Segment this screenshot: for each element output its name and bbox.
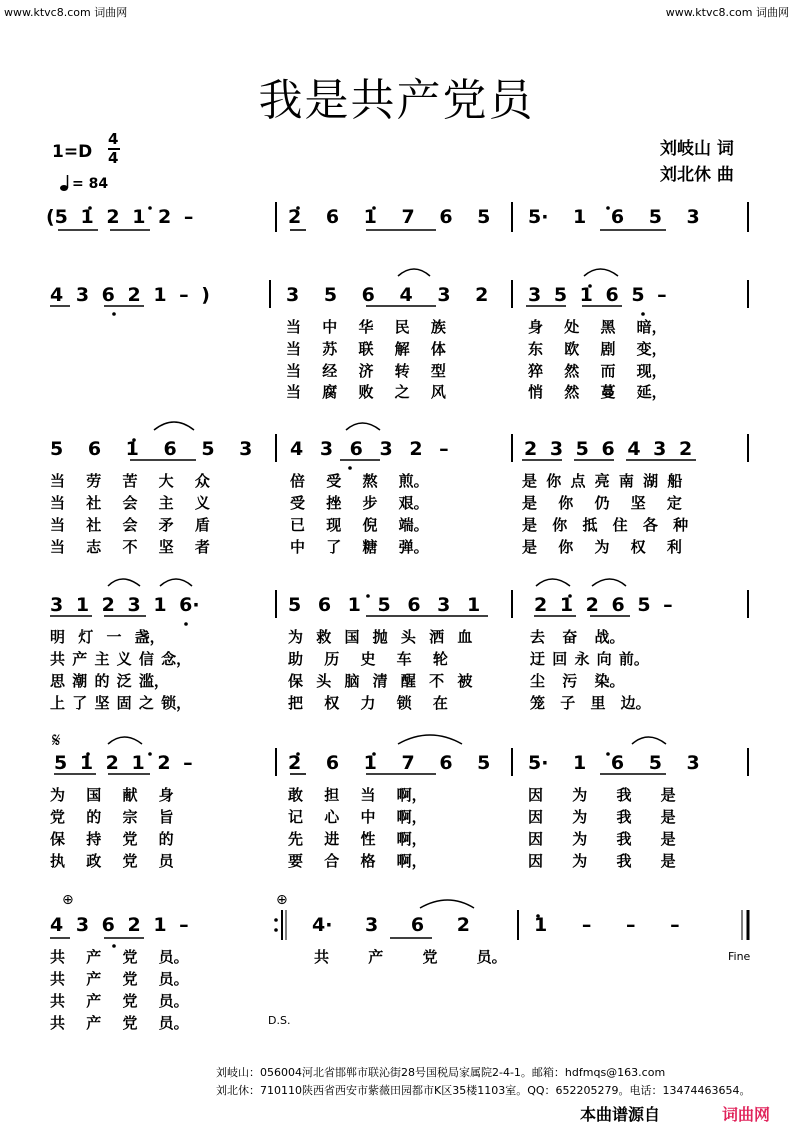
lyricist: 刘岐山 词	[660, 139, 734, 159]
notes-row4-bar1: 3 1 2 3 1 6·	[50, 594, 200, 616]
lyric-r5-v3-b: 先 进 性 啊，	[288, 830, 427, 848]
lyric-r4-v4-a: 上 了 坚 固 之 锁，	[50, 694, 192, 712]
notes-row6-bar3: 1 – – –	[534, 914, 680, 936]
lyric-r3-v3-a: 当 社 会 矛 盾	[50, 516, 210, 534]
lyric-r5-v2-c: 因 为 我 是	[528, 808, 676, 826]
ds-mark: D.S.	[268, 1014, 291, 1027]
notes-row3-bar3: 2 3 5 6 4 3 2	[524, 438, 693, 460]
lyric-r6-v3-a: 共 产 党 员。	[50, 992, 189, 1010]
notes-row2-bar2: 3 5 6 4 3 2	[286, 284, 489, 306]
lyric-r5-v1-c: 因 为 我 是	[528, 786, 676, 804]
lyric-r4-v1-b: 为 救 国 抛 头 洒 血	[288, 628, 473, 646]
footer-contact-lyricist: 刘岐山：056004河北省邯郸市联沁街28号国税局家属院2-4-1。邮箱：hdfmqs@163.com	[216, 1066, 666, 1079]
lyric-r6-v1-a: 共 产 党 员。	[50, 948, 189, 966]
notes-row3-bar1: 5 6 1 6 5 3	[50, 438, 253, 460]
composer: 刘北休 曲	[660, 165, 734, 185]
lyric-r4-v3-b: 保 头 脑 清 醒 不 被	[288, 672, 473, 690]
lyric-r2-v3-a: 当 经 济 转 型	[286, 362, 446, 380]
lyric-r4-v3-a: 思 潮 的 泛 滥，	[50, 672, 169, 690]
lyric-r3-v3-c: 是 你 抵 住 各 种	[522, 516, 689, 534]
lyric-r4-v2-a: 共 产 主 义 信 念，	[50, 650, 192, 668]
lyric-r2-v2-b: 东 欧 剧 变，	[528, 340, 667, 358]
lyric-r4-v4-c: 笼 子 里 边。	[530, 694, 651, 712]
song-title: 我是共产党员	[258, 75, 535, 126]
notes-row6-bar2: 4· 3 6 2	[312, 914, 470, 936]
notes-row5-bar3: 5· 1 6 5 3	[528, 752, 700, 774]
lyric-r6-v1-b: 共 产 党 员。	[314, 948, 507, 966]
lyric-r2-v2-a: 当 苏 联 解 体	[286, 340, 446, 358]
notes-row1-bar3: 5· 1 6 5 3	[528, 206, 700, 228]
lyric-r5-v1-b: 敢 担 当 啊，	[288, 786, 427, 804]
lyric-r4-v4-b: 把 权 力 锁 在	[288, 694, 448, 712]
lyric-r5-v4-a: 执 政 党 员	[50, 852, 174, 870]
lyric-r4-v3-c: 尘 污 染。	[530, 672, 625, 690]
lyric-r3-v2-c: 是 你 仍 坚 定	[522, 494, 682, 512]
time-sig-bottom: 4	[108, 149, 119, 167]
lyric-r2-v3-b: 猝 然 而 现，	[528, 362, 667, 380]
notes-row2-bar1: 4 3 6 2 1 – )	[50, 284, 210, 306]
lyric-r3-v4-b: 中 了 糖 弹。	[290, 538, 429, 556]
notes-row4-bar2: 5 6 1 5 6 3 1	[288, 594, 481, 616]
lyric-r3-v1-c: 是 你 点 亮 南 湖 船	[522, 472, 683, 490]
header-url-right[interactable]: www.ktvc8.com 词曲网	[665, 6, 789, 19]
lyric-r2-v1-b: 身 处 黑 暗，	[528, 318, 667, 336]
lyric-r5-v1-a: 为 国 献 身	[50, 786, 174, 804]
notes-row5-bar2: 2 6 1 7 6 5	[288, 752, 491, 774]
lyric-r3-v3-b: 已 现 倪 端。	[290, 516, 429, 534]
notes-row6-bar1: 4 3 6 2 1 –	[50, 914, 189, 936]
lyric-r4-v2-c: 迂 回 永 向 前。	[530, 650, 649, 668]
lyric-r3-v2-a: 当 社 会 主 义	[50, 494, 210, 512]
lyric-r6-v4-a: 共 产 党 员。	[50, 1014, 189, 1032]
lyric-r2-v1-a: 当 中 华 民 族	[286, 318, 446, 336]
lyric-r6-v2-a: 共 产 党 员。	[50, 970, 189, 988]
lyric-r4-v2-b: 助 历 史 车 轮	[288, 650, 448, 668]
footer-source: 本曲谱源自	[580, 1105, 661, 1124]
lyric-r3-v4-a: 当 志 不 坚 者	[50, 538, 210, 556]
notes-row1-bar1: (5 1 2 1 2 –	[46, 206, 194, 228]
tempo: = 84	[72, 176, 109, 192]
notes-row2-bar3: 3 5 1 6 5 –	[528, 284, 667, 306]
notes-row3-bar2: 4 3 6 3 2 –	[290, 438, 449, 460]
key-signature: 1=D	[52, 142, 93, 162]
fine-mark: Fine	[728, 950, 751, 963]
lyric-r5-v4-b: 要 合 格 啊，	[288, 852, 427, 870]
footer-contact-composer: 刘北休：710110陕西省西安市紫薇田园都市K区35楼1103室。QQ：652205279。电话：13474463654。	[216, 1084, 751, 1097]
lyric-r5-v2-b: 记 心 中 啊，	[288, 808, 427, 826]
lyric-r3-v4-c: 是 你 为 权 利	[522, 538, 682, 556]
notes-row5-bar1: 5 1 2 1 2 –	[54, 752, 193, 774]
coda-icon: ⊕	[62, 892, 74, 908]
coda-icon: ⊕	[276, 892, 288, 908]
lyric-r3-v1-a: 当 劳 苦 大 众	[50, 472, 210, 490]
lyric-r5-v3-a: 保 持 党 的	[50, 830, 174, 848]
lyric-r5-v4-c: 因 为 我 是	[528, 852, 676, 870]
notes-row1-bar2: 2 6 1 7 6 5	[288, 206, 491, 228]
header-url-left[interactable]: www.ktvc8.com 词曲网	[4, 6, 128, 19]
segno-icon: 𝄋	[52, 728, 61, 752]
lyric-r5-v3-c: 因 为 我 是	[528, 830, 676, 848]
lyric-r3-v2-b: 受 挫 步 艰。	[290, 494, 429, 512]
lyric-r2-v4-b: 悄 然 蔓 延，	[528, 383, 667, 401]
lyric-r5-v2-a: 党 的 宗 旨	[50, 808, 174, 826]
lyric-r3-v1-b: 倍 受 熬 煎。	[290, 472, 429, 490]
footer-brand-logo[interactable]: 词曲网	[722, 1105, 771, 1124]
lyric-r2-v4-a: 当 腐 败 之 风	[286, 383, 446, 401]
notes-row4-bar3: 2 1 2 6 5 –	[534, 594, 673, 616]
lyric-r4-v1-c: 去 奋 战。	[530, 628, 625, 646]
lyric-r4-v1-a: 明 灯 一 盏，	[50, 628, 165, 646]
time-sig-top: 4	[108, 130, 119, 148]
